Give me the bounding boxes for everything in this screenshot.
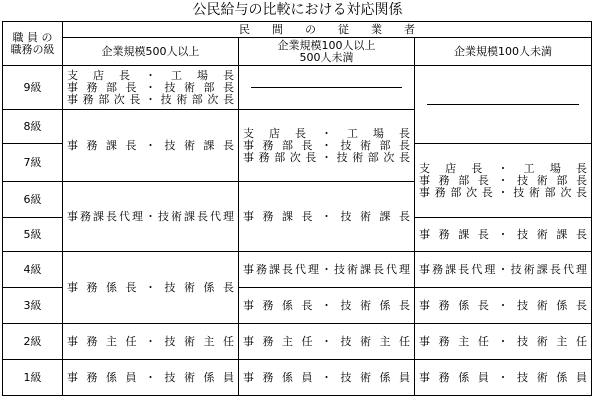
col3-grade-2-cell: 事 務 主 任 ・ 技 術 主 任 bbox=[415, 324, 592, 360]
col3-grade-3-cell: 事 務 係 長 ・ 技 術 係 長 bbox=[415, 288, 592, 324]
grade-header-cell bbox=[3, 22, 63, 66]
col1-grade-8-7-cell: 事 務 課 長 ・ 技 術 課 長 bbox=[63, 110, 239, 182]
grade-7-cell: 7級 bbox=[3, 144, 63, 182]
col1-g9-line-2: 事 務 部 長 ・ 技 術 部 長 bbox=[67, 80, 234, 94]
empty-dash bbox=[427, 104, 579, 105]
col2-grade-8-7-cell bbox=[239, 110, 415, 182]
table-row-grade-2 bbox=[3, 324, 592, 360]
col2-header-line-2: 500人未満 bbox=[299, 50, 354, 64]
table-row-grade-9 bbox=[3, 66, 592, 110]
grade-9-cell: 9級 bbox=[3, 66, 63, 110]
col3-grade-7-6-cell bbox=[415, 144, 592, 218]
col2-grade-2-cell: 事 務 主 任 ・ 技 術 主 任 bbox=[239, 324, 415, 360]
col2-g87-line-2: 事 務 部 長 ・ 技 術 部 長 bbox=[243, 138, 410, 152]
col3-g76-line-2: 事 務 部 長 ・ 技 術 部 長 bbox=[419, 173, 588, 187]
col1-grade-2-cell: 事 務 主 任 ・ 技 術 主 任 bbox=[63, 324, 239, 360]
table-row-grade-4 bbox=[3, 252, 592, 288]
header-row-2 bbox=[3, 38, 592, 66]
col2-g87-line-1: 支 店 長 ・ 工 場 長 bbox=[243, 126, 410, 140]
page-title: 公民給与の比較における対応関係 bbox=[192, 2, 403, 18]
grade-4-cell: 4級 bbox=[3, 252, 63, 288]
col1-grade-9-cell bbox=[63, 66, 239, 110]
empty-dash bbox=[251, 87, 402, 88]
col1-g9-line-3: 事務部次長・技術部次長 bbox=[67, 92, 234, 106]
col3-grade-1-cell: 事 務 係 員 ・ 技 術 係 員 bbox=[415, 360, 592, 396]
private-sector-header: 民 間 の 従 業 者 bbox=[63, 22, 592, 38]
col3-header: 企業規模100人未満 bbox=[415, 38, 592, 66]
col2-grade-4-cell: 事務課長代理・技術課長代理 bbox=[239, 252, 415, 288]
col2-grade-6-5-cell: 事 務 課 長 ・ 技 術 課 長 bbox=[239, 182, 415, 252]
col3-grade-4-cell: 事務課長代理・技術課長代理 bbox=[415, 252, 592, 288]
grade-header-line-2: 職務の級 bbox=[10, 42, 55, 56]
grade-header-line-1: 職 員 の bbox=[12, 30, 53, 44]
table-row-grade-1 bbox=[3, 360, 592, 396]
col1-grade-6-5-cell: 事務課長代理・技術課長代理 bbox=[63, 182, 239, 252]
header-row-1 bbox=[3, 22, 592, 38]
grade-5-cell: 5級 bbox=[3, 218, 63, 252]
col1-grade-1-cell: 事 務 係 員 ・ 技 術 係 員 bbox=[63, 360, 239, 396]
grade-1-cell: 1級 bbox=[3, 360, 63, 396]
grade-6-cell: 6級 bbox=[3, 182, 63, 218]
col2-g87-line-3: 事務部次長・技術部次長 bbox=[243, 150, 410, 164]
col3-grade-5-cell: 事 務 課 長 ・ 技 術 課 長 bbox=[415, 218, 592, 252]
grade-3-cell: 3級 bbox=[3, 288, 63, 324]
grade-2-cell: 2級 bbox=[3, 324, 63, 360]
col3-g76-line-1: 支 店 長 ・ 工 場 長 bbox=[419, 161, 588, 175]
col3-grade-9-8-cell bbox=[415, 66, 592, 144]
col2-header bbox=[239, 38, 415, 66]
col1-header: 企業規模500人以上 bbox=[63, 38, 239, 66]
col2-grade-3-cell: 事 務 係 長 ・ 技 術 係 長 bbox=[239, 288, 415, 324]
col1-grade-4-3-cell: 事 務 係 長 ・ 技 術 係 長 bbox=[63, 252, 239, 324]
col2-header-line-1: 企業規模100人以上 bbox=[277, 38, 376, 52]
col2-grade-9-cell bbox=[239, 66, 415, 110]
col2-grade-1-cell: 事 務 係 員 ・ 技 術 係 員 bbox=[239, 360, 415, 396]
comparison-table bbox=[2, 21, 592, 396]
col1-g9-line-1: 支 店 長 ・ 工 場 長 bbox=[67, 68, 234, 82]
grade-8-cell: 8級 bbox=[3, 110, 63, 144]
col3-g76-line-3: 事務部次長・技術部次長 bbox=[419, 185, 588, 199]
